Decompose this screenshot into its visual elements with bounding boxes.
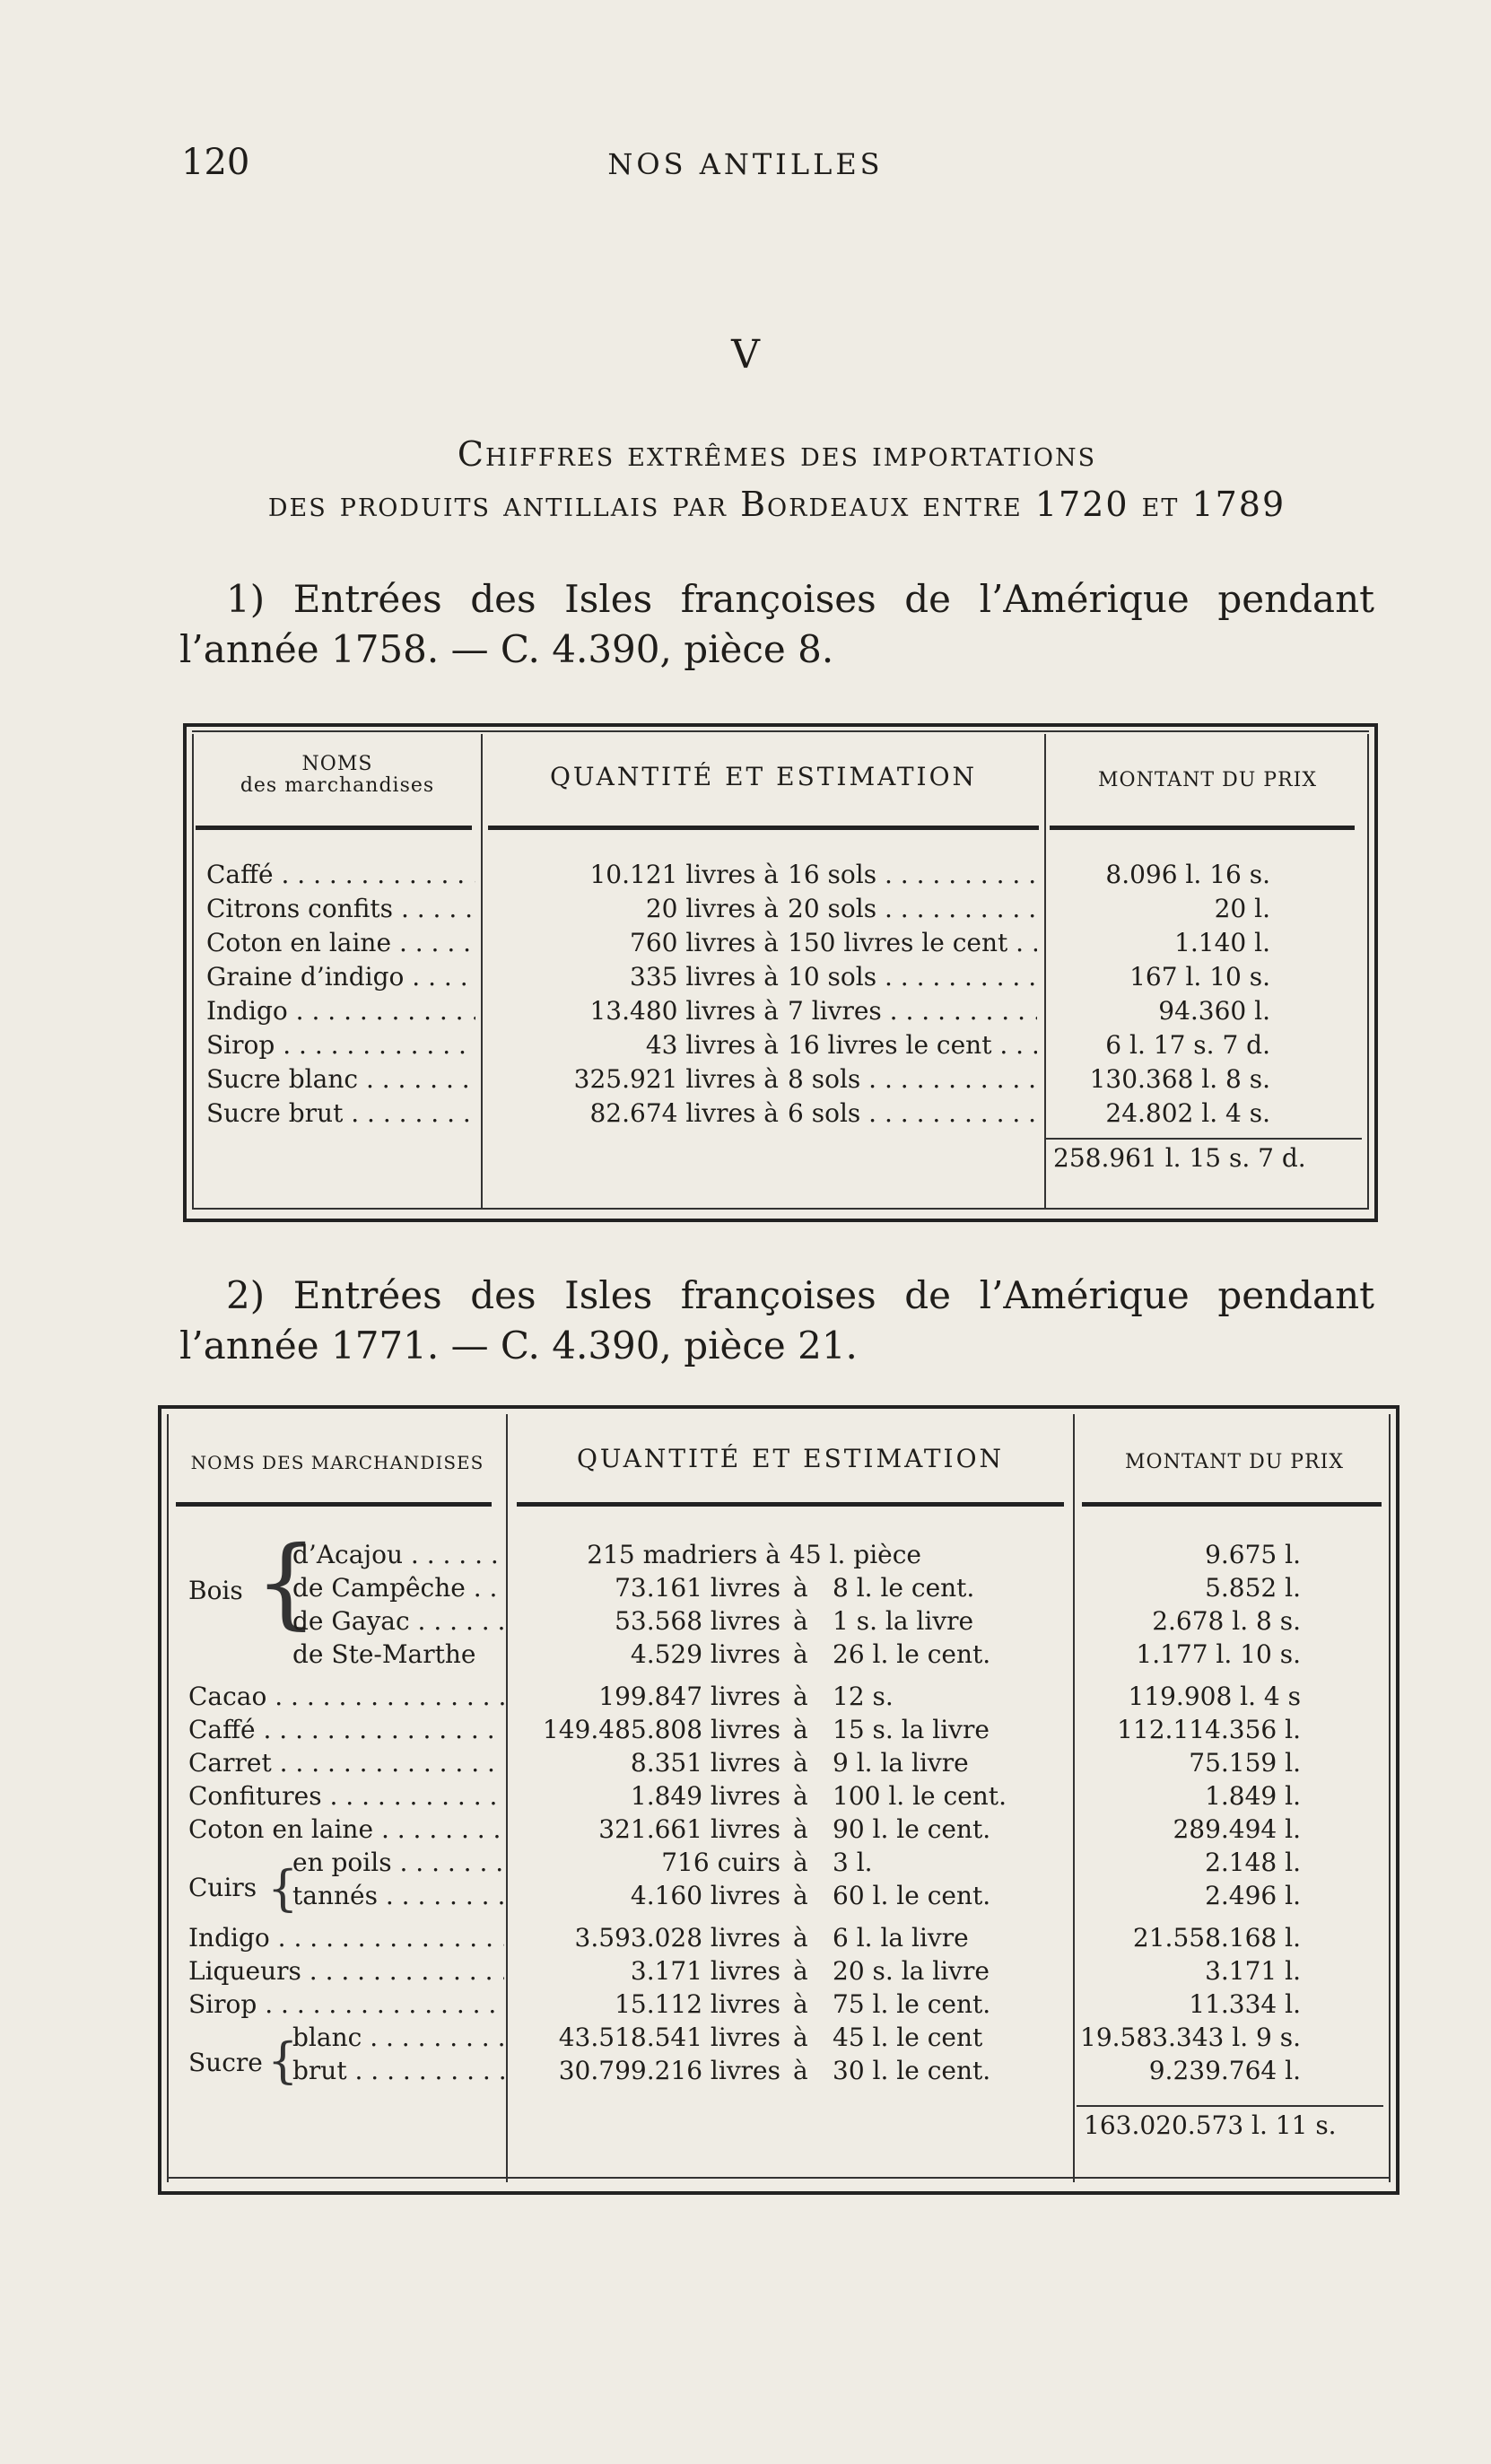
paragraph-2-line1: 2) Entrées des Isles françoises de l’Amérique pendant bbox=[226, 1273, 1374, 1317]
table-1-rate-cell: 8 sols . . . bbox=[788, 1062, 1037, 1097]
table-2-a-cell: à bbox=[793, 1881, 808, 1910]
table-1-rate-cell: 150 livres le cent . . . bbox=[788, 926, 1037, 960]
table-2-name-cell: Caffé . . . bbox=[188, 1713, 504, 1747]
table-2-name-cell: Cacao . . . bbox=[188, 1680, 504, 1714]
table-2-rate-cell: 26 l. le cent. bbox=[833, 1639, 991, 1669]
paragraph-1-line1: 1) Entrées des Isles françoises de l’Amérique pendant bbox=[226, 577, 1374, 621]
table-1-total: 258.961 l. 15 s. 7 d. bbox=[1053, 1143, 1306, 1173]
table-2-qty-cell: 215 madriers à bbox=[587, 1540, 780, 1569]
table-1-amount-cell: 1.140 l. bbox=[1174, 928, 1270, 957]
table-2-name-cell: brut . . . bbox=[292, 2054, 504, 2088]
table-2-name-cell: blanc . . . bbox=[292, 2021, 504, 2055]
table-2-qty-cell: 3.171 livres bbox=[630, 1956, 780, 1986]
table-2-rate-cell: 100 l. le cent. bbox=[833, 1781, 1007, 1811]
table-2-qty-cell: 73.161 livres bbox=[615, 1573, 780, 1603]
table-1-amount-cell: 130.368 l. 8 s. bbox=[1089, 1064, 1270, 1094]
table-2-qty-cell: 53.568 livres bbox=[615, 1606, 780, 1636]
table-2-qty-cell: 4.529 livres bbox=[630, 1639, 780, 1669]
table-1-qty-cell: 43 livres à bbox=[645, 1030, 779, 1060]
table-1-rate-cell: 20 sols . . . bbox=[788, 892, 1037, 926]
table-1-qty-cell: 20 livres à bbox=[645, 894, 779, 923]
table-2-rate-cell: 45 l. pièce bbox=[789, 1540, 921, 1569]
table-2-a-cell: à bbox=[793, 1814, 808, 1844]
table-2-amount-cell: 112.114.356 l. bbox=[1117, 1715, 1301, 1744]
page-number: 120 bbox=[181, 142, 250, 183]
section-title-line2: des produits antillais par Bordeaux entre 1720 et 1789 bbox=[267, 485, 1286, 524]
table-2-name-cell: de Gayac . . . bbox=[292, 1604, 504, 1638]
table-2-amount-cell: 3.171 l. bbox=[1205, 1956, 1301, 1986]
table-2-amount-cell: 5.852 l. bbox=[1205, 1573, 1301, 1603]
table-2-total: 163.020.573 l. 11 s. bbox=[1084, 2110, 1337, 2140]
table-2-qty-cell: 1.849 livres bbox=[630, 1781, 780, 1811]
section-title-line1: Chiffres extrêmes des importations bbox=[457, 434, 1097, 474]
table-1-name-cell: Sirop . . . bbox=[206, 1028, 475, 1062]
table-1-name-cell: Caffé . . . bbox=[206, 858, 475, 892]
table-2-amount-cell: 19.583.343 l. 9 s. bbox=[1080, 2023, 1301, 2052]
table-2-amount-cell: 2.148 l. bbox=[1205, 1848, 1301, 1877]
table-2-amount-cell: 21.558.168 l. bbox=[1132, 1923, 1301, 1953]
group-bois-label: Bois bbox=[188, 1576, 243, 1605]
table-2-rate-cell: 3 l. bbox=[833, 1848, 873, 1877]
table-2-a-cell: à bbox=[793, 1989, 808, 2019]
table-2-header-amount: MONTANT DU PRIX bbox=[1125, 1451, 1344, 1473]
table-2-a-cell: à bbox=[793, 1682, 808, 1711]
table-1-qty-cell: 10.121 livres à bbox=[589, 860, 779, 889]
table-2-qty-cell: 4.160 livres bbox=[630, 1881, 780, 1910]
table-1-name-cell: Sucre blanc . . . bbox=[206, 1062, 475, 1097]
table-2-rate-cell: 12 s. bbox=[833, 1682, 894, 1711]
table-2-qty-cell: 30.799.216 livres bbox=[558, 2056, 780, 2085]
table-1-qty-cell: 13.480 livres à bbox=[589, 996, 779, 1026]
brace-cuirs: { bbox=[267, 1860, 299, 1917]
table-2-name-cell: Coton en laine . . . bbox=[188, 1813, 504, 1847]
table-2-rate-cell: 90 l. le cent. bbox=[833, 1814, 991, 1844]
table-1-amount-cell: 6 l. 17 s. 7 d. bbox=[1105, 1030, 1270, 1060]
table-1-qty-cell: 82.674 livres à bbox=[589, 1098, 779, 1128]
table-2-a-cell: à bbox=[793, 1606, 808, 1636]
table-2-qty-cell: 716 cuirs bbox=[661, 1848, 780, 1877]
table-2-rate-cell: 60 l. le cent. bbox=[833, 1881, 991, 1910]
table-1-name-cell: Indigo . . . bbox=[206, 994, 475, 1028]
table-2-amount-cell: 11.334 l. bbox=[1189, 1989, 1301, 2019]
paragraph-2-line2: l’année 1771. — C. 4.390, pièce 21. bbox=[179, 1324, 858, 1367]
table-1-qty-cell: 760 livres à bbox=[630, 928, 779, 957]
table-1-header-names bbox=[196, 754, 479, 797]
table-2-rate-cell: 6 l. la livre bbox=[833, 1923, 969, 1953]
table-2-name-cell: d’Acajou . . . bbox=[292, 1538, 504, 1572]
table-2-header-qty: QUANTITÉ ET ESTIMATION bbox=[576, 1444, 1005, 1473]
running-title: NOS ANTILLES bbox=[607, 147, 884, 181]
table-2-rate-cell: 9 l. la livre bbox=[833, 1748, 969, 1778]
table-2-a-cell: à bbox=[793, 1639, 808, 1669]
table-2-name-cell: Indigo . . . bbox=[188, 1921, 504, 1955]
table-1-rate-cell: 6 sols . . . bbox=[788, 1097, 1037, 1131]
paragraph-1-line2: l’année 1758. — C. 4.390, pièce 8. bbox=[179, 627, 834, 671]
table-1-name-cell: Graine d’indigo . . . bbox=[206, 960, 475, 994]
table-2-a-cell: à bbox=[793, 1781, 808, 1811]
table-2-qty-cell: 149.485.808 livres bbox=[542, 1715, 780, 1744]
table-2-a-cell: à bbox=[793, 1956, 808, 1986]
table-2-qty-cell: 8.351 livres bbox=[630, 1748, 780, 1778]
table-2-name-cell: Sirop . . . bbox=[188, 1988, 504, 2022]
table-1-name-cell: Sucre brut . . . bbox=[206, 1097, 475, 1131]
table-2-rate-cell: 20 s. la livre bbox=[833, 1956, 990, 1986]
table-2-amount-cell: 1.849 l. bbox=[1205, 1781, 1301, 1811]
table-2-amount-cell: 2.678 l. 8 s. bbox=[1152, 1606, 1301, 1636]
table-2-header-names: NOMS DES MARCHANDISES bbox=[190, 1452, 484, 1473]
table-1-rate-cell: 7 livres . . . bbox=[788, 994, 1037, 1028]
table-2-rate-cell: 30 l. le cent. bbox=[833, 2056, 991, 2085]
table-2-amount-cell: 1.177 l. 10 s. bbox=[1136, 1639, 1301, 1669]
table-2-a-cell: à bbox=[793, 1715, 808, 1744]
table-2-a-cell: à bbox=[793, 1573, 808, 1603]
table-1-amount-cell: 24.802 l. 4 s. bbox=[1105, 1098, 1270, 1128]
table-2-rate-cell: 8 l. le cent. bbox=[833, 1573, 975, 1603]
table-1-header-qty: QUANTITÉ ET ESTIMATION bbox=[549, 762, 978, 791]
table-1-amount-cell: 94.360 l. bbox=[1158, 996, 1270, 1026]
table-2-a-cell: à bbox=[793, 2023, 808, 2052]
table-2-amount-cell: 289.494 l. bbox=[1173, 1814, 1301, 1844]
table-1-qty-cell: 325.921 livres à bbox=[573, 1064, 779, 1094]
table-2-qty-cell: 199.847 livres bbox=[598, 1682, 780, 1711]
group-sucre-label: Sucre bbox=[188, 2048, 263, 2077]
section-number: V bbox=[731, 332, 760, 378]
table-2-name-cell: en poils . . . bbox=[292, 1846, 504, 1880]
table-1-amount-cell: 167 l. 10 s. bbox=[1129, 962, 1270, 992]
table-1-header-amount: MONTANT DU PRIX bbox=[1098, 769, 1317, 791]
table-2-a-cell: à bbox=[793, 1923, 808, 1953]
table-2-qty-cell: 3.593.028 livres bbox=[574, 1923, 780, 1953]
table-1-rate-cell: 10 sols . . . bbox=[788, 960, 1037, 994]
table-2-a-cell: à bbox=[793, 2056, 808, 2085]
table-2-qty-cell: 43.518.541 livres bbox=[558, 2023, 780, 2052]
table-2-name-cell: Liqueurs . . . bbox=[188, 1954, 504, 1988]
table-1-rate-cell: 16 livres le cent . . . bbox=[788, 1028, 1037, 1062]
table-2-amount-cell: 2.496 l. bbox=[1205, 1881, 1301, 1910]
table-1-rate-cell: 16 sols . . . bbox=[788, 858, 1037, 892]
table-2-amount-cell: 119.908 l. 4 s bbox=[1128, 1682, 1301, 1711]
table-2 bbox=[158, 1405, 1399, 2195]
table-1-amount-cell: 20 l. bbox=[1214, 894, 1270, 923]
brace-sucre: { bbox=[267, 2032, 299, 2089]
brace-bois: { bbox=[255, 1525, 318, 1639]
table-2-qty-cell: 15.112 livres bbox=[615, 1989, 780, 2019]
table-2-rate-cell: 75 l. le cent. bbox=[833, 1989, 991, 2019]
table-1 bbox=[183, 723, 1378, 1222]
table-2-a-cell: à bbox=[793, 1748, 808, 1778]
table-2-amount-cell: 9.675 l. bbox=[1205, 1540, 1301, 1569]
table-2-name-cell: tannés . . . bbox=[292, 1879, 504, 1913]
table-2-amount-cell: 75.159 l. bbox=[1189, 1748, 1301, 1778]
table-2-name-cell: de Campêche . . . bbox=[292, 1571, 504, 1605]
header-names-top: NOMS bbox=[301, 753, 373, 775]
table-1-amount-cell: 8.096 l. 16 s. bbox=[1105, 860, 1270, 889]
table-2-name-cell: Confitures . . . bbox=[188, 1779, 504, 1813]
group-cuirs-label: Cuirs bbox=[188, 1873, 257, 1902]
table-1-name-cell: Citrons confits . . . bbox=[206, 892, 475, 926]
paragraph-1 bbox=[179, 574, 1374, 675]
table-2-rate-cell: 45 l. le cent bbox=[833, 2023, 983, 2052]
table-2-a-cell: à bbox=[793, 1848, 808, 1877]
table-2-rate-cell: 15 s. la livre bbox=[833, 1715, 990, 1744]
table-2-rate-cell: 1 s. la livre bbox=[833, 1606, 974, 1636]
paragraph-2 bbox=[179, 1271, 1374, 1371]
table-2-qty-cell: 321.661 livres bbox=[598, 1814, 780, 1844]
header-names-bottom: des marchandises bbox=[240, 774, 435, 797]
table-2-name-cell: Carret . . . bbox=[188, 1746, 504, 1780]
table-1-qty-cell: 335 livres à bbox=[630, 962, 779, 992]
table-2-name-cell: de Ste-Marthe bbox=[292, 1639, 476, 1669]
table-1-name-cell: Coton en laine . . . bbox=[206, 926, 475, 960]
table-2-amount-cell: 9.239.764 l. bbox=[1148, 2056, 1301, 2085]
